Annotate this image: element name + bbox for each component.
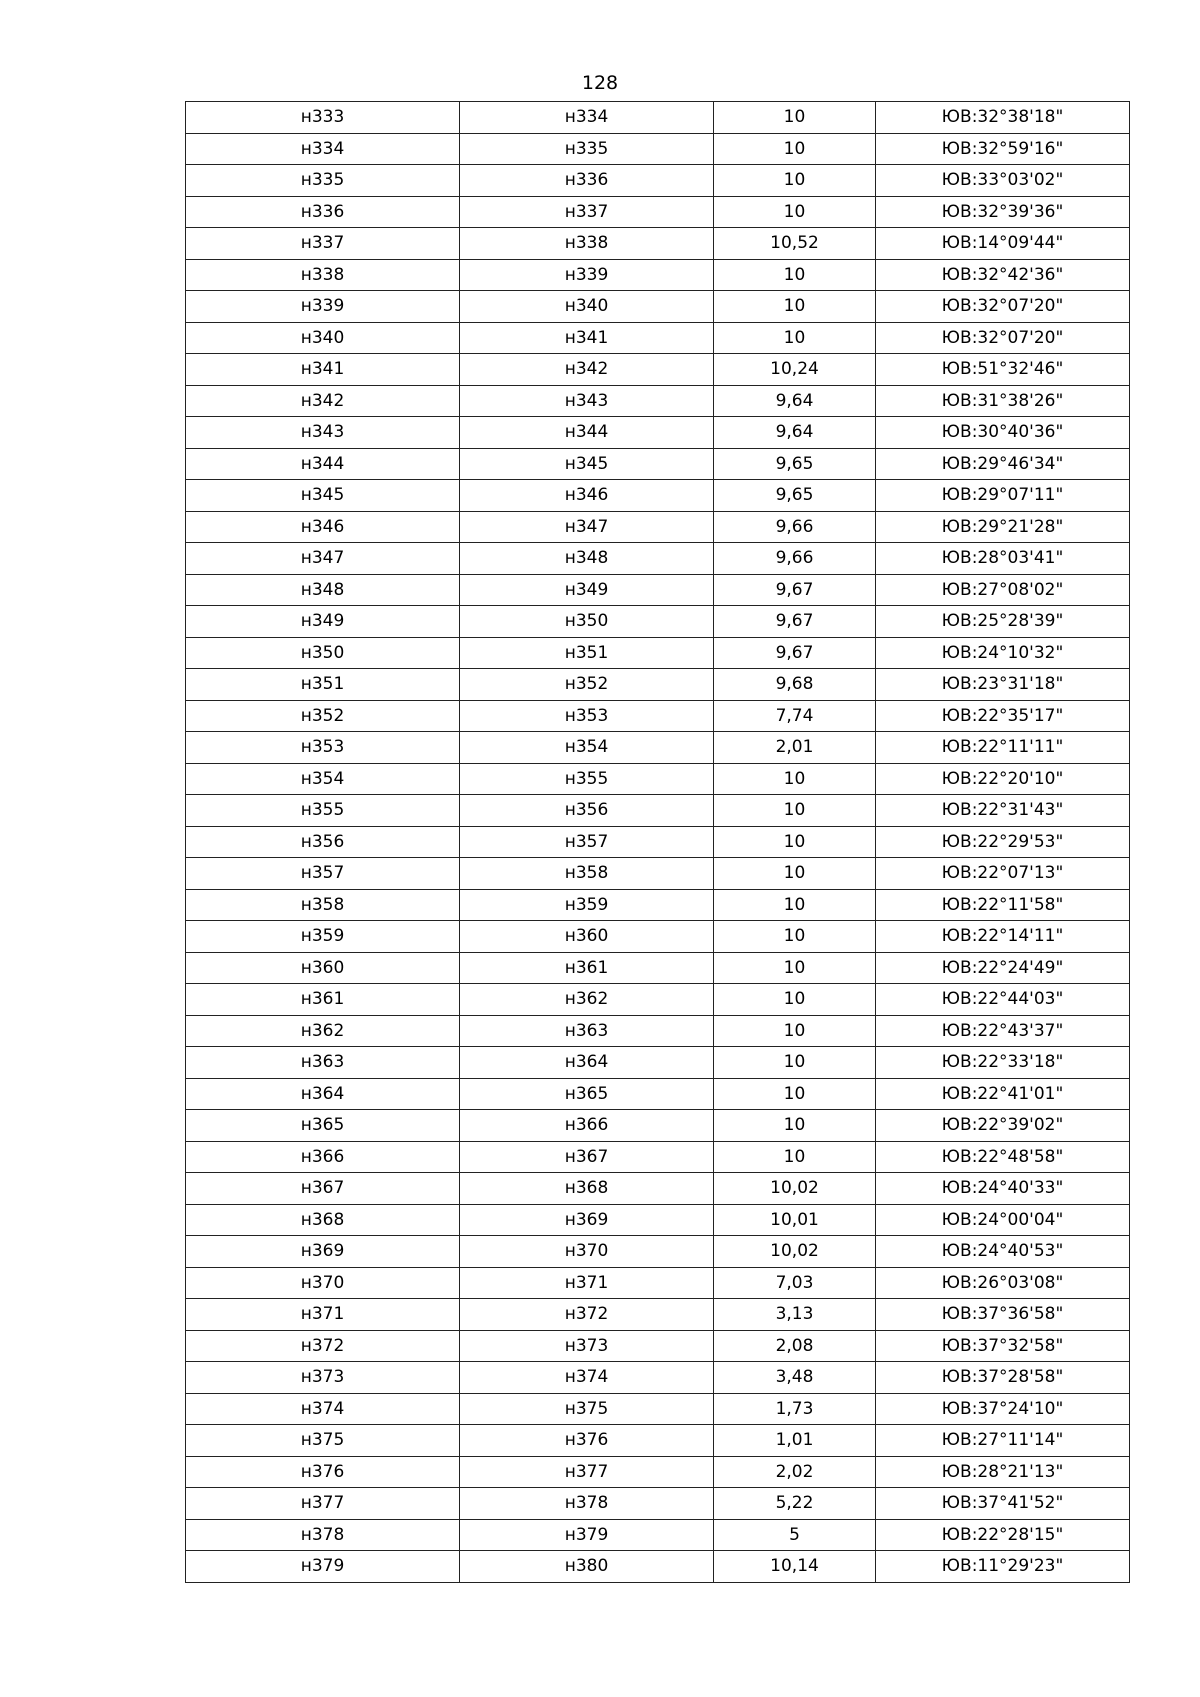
to-point-cell: н376: [460, 1425, 714, 1457]
bearing-cell: ЮВ:37°36'58": [876, 1299, 1130, 1331]
to-point-cell: н379: [460, 1519, 714, 1551]
bearing-cell: ЮВ:32°07'20": [876, 322, 1130, 354]
distance-cell: 10: [714, 291, 876, 323]
distance-cell: 2,02: [714, 1456, 876, 1488]
to-point-cell: н359: [460, 889, 714, 921]
to-point-cell: н337: [460, 196, 714, 228]
bearing-cell: ЮВ:31°38'26": [876, 385, 1130, 417]
distance-cell: 10: [714, 952, 876, 984]
table-row: [186, 795, 1130, 827]
table-row: [186, 1141, 1130, 1173]
bearing-cell: ЮВ:23°31'18": [876, 669, 1130, 701]
from-point-cell: н363: [186, 1047, 460, 1079]
distance-cell: 9,65: [714, 480, 876, 512]
bearing-cell: ЮВ:37°41'52": [876, 1488, 1130, 1520]
to-point-cell: н334: [460, 102, 714, 134]
from-point-cell: н351: [186, 669, 460, 701]
from-point-cell: н346: [186, 511, 460, 543]
table-row: [186, 291, 1130, 323]
to-point-cell: н347: [460, 511, 714, 543]
bearing-cell: ЮВ:28°03'41": [876, 543, 1130, 575]
table-row: [186, 606, 1130, 638]
bearing-cell: ЮВ:11°29'23": [876, 1551, 1130, 1583]
from-point-cell: н376: [186, 1456, 460, 1488]
from-point-cell: н349: [186, 606, 460, 638]
table-row: [186, 448, 1130, 480]
from-point-cell: н333: [186, 102, 460, 134]
table-row: [186, 921, 1130, 953]
from-point-cell: н334: [186, 133, 460, 165]
from-point-cell: н358: [186, 889, 460, 921]
bearing-cell: ЮВ:22°35'17": [876, 700, 1130, 732]
bearing-cell: ЮВ:32°59'16": [876, 133, 1130, 165]
bearing-cell: ЮВ:32°42'36": [876, 259, 1130, 291]
distance-cell: 5: [714, 1519, 876, 1551]
distance-cell: 9,67: [714, 637, 876, 669]
bearing-cell: ЮВ:22°39'02": [876, 1110, 1130, 1142]
bearing-cell: ЮВ:24°00'04": [876, 1204, 1130, 1236]
from-point-cell: н365: [186, 1110, 460, 1142]
from-point-cell: н342: [186, 385, 460, 417]
to-point-cell: н336: [460, 165, 714, 197]
from-point-cell: н356: [186, 826, 460, 858]
page-number: 128: [581, 72, 619, 94]
bearing-cell: ЮВ:22°33'18": [876, 1047, 1130, 1079]
bearing-cell: ЮВ:27°11'14": [876, 1425, 1130, 1457]
bearing-cell: ЮВ:22°48'58": [876, 1141, 1130, 1173]
from-point-cell: н343: [186, 417, 460, 449]
bearing-cell: ЮВ:29°07'11": [876, 480, 1130, 512]
distance-cell: 10,14: [714, 1551, 876, 1583]
table-row: [186, 732, 1130, 764]
from-point-cell: н361: [186, 984, 460, 1016]
from-point-cell: н360: [186, 952, 460, 984]
from-point-cell: н347: [186, 543, 460, 575]
table-row: [186, 952, 1130, 984]
table-row: [186, 196, 1130, 228]
to-point-cell: н373: [460, 1330, 714, 1362]
bearing-cell: ЮВ:28°21'13": [876, 1456, 1130, 1488]
to-point-cell: н349: [460, 574, 714, 606]
bearing-cell: ЮВ:30°40'36": [876, 417, 1130, 449]
distance-cell: 10: [714, 795, 876, 827]
distance-cell: 10: [714, 763, 876, 795]
table-row: [186, 385, 1130, 417]
distance-cell: 1,01: [714, 1425, 876, 1457]
table-row: [186, 1110, 1130, 1142]
from-point-cell: н339: [186, 291, 460, 323]
distance-cell: 10,52: [714, 228, 876, 260]
to-point-cell: н355: [460, 763, 714, 795]
from-point-cell: н345: [186, 480, 460, 512]
table-row: [186, 417, 1130, 449]
from-point-cell: н359: [186, 921, 460, 953]
survey-table: [185, 101, 1130, 1583]
table-row: [186, 1330, 1130, 1362]
bearing-cell: ЮВ:32°07'20": [876, 291, 1130, 323]
bearing-cell: ЮВ:22°44'03": [876, 984, 1130, 1016]
distance-cell: 9,66: [714, 511, 876, 543]
to-point-cell: н339: [460, 259, 714, 291]
bearing-cell: ЮВ:33°03'02": [876, 165, 1130, 197]
to-point-cell: н370: [460, 1236, 714, 1268]
from-point-cell: н338: [186, 259, 460, 291]
from-point-cell: н354: [186, 763, 460, 795]
distance-cell: 9,67: [714, 574, 876, 606]
to-point-cell: н380: [460, 1551, 714, 1583]
distance-cell: 10,02: [714, 1173, 876, 1205]
from-point-cell: н373: [186, 1362, 460, 1394]
bearing-cell: ЮВ:22°28'15": [876, 1519, 1130, 1551]
table-row: [186, 1362, 1130, 1394]
to-point-cell: н364: [460, 1047, 714, 1079]
from-point-cell: н344: [186, 448, 460, 480]
bearing-cell: ЮВ:14°09'44": [876, 228, 1130, 260]
to-point-cell: н375: [460, 1393, 714, 1425]
table-row: [186, 858, 1130, 890]
bearing-cell: ЮВ:29°46'34": [876, 448, 1130, 480]
to-point-cell: н371: [460, 1267, 714, 1299]
from-point-cell: н353: [186, 732, 460, 764]
to-point-cell: н348: [460, 543, 714, 575]
table-row: [186, 984, 1130, 1016]
table-row: [186, 1299, 1130, 1331]
table-row: [186, 480, 1130, 512]
to-point-cell: н352: [460, 669, 714, 701]
distance-cell: 2,08: [714, 1330, 876, 1362]
distance-cell: 10: [714, 858, 876, 890]
distance-cell: 10: [714, 826, 876, 858]
bearing-cell: ЮВ:37°24'10": [876, 1393, 1130, 1425]
table-row: [186, 165, 1130, 197]
distance-cell: 9,65: [714, 448, 876, 480]
bearing-cell: ЮВ:32°38'18": [876, 102, 1130, 134]
from-point-cell: н335: [186, 165, 460, 197]
bearing-cell: ЮВ:37°32'58": [876, 1330, 1130, 1362]
to-point-cell: н365: [460, 1078, 714, 1110]
table-row: [186, 763, 1130, 795]
bearing-cell: ЮВ:32°39'36": [876, 196, 1130, 228]
table-row: [186, 1015, 1130, 1047]
bearing-cell: ЮВ:22°11'11": [876, 732, 1130, 764]
bearing-cell: ЮВ:25°28'39": [876, 606, 1130, 638]
bearing-cell: ЮВ:24°40'53": [876, 1236, 1130, 1268]
from-point-cell: н368: [186, 1204, 460, 1236]
from-point-cell: н375: [186, 1425, 460, 1457]
from-point-cell: н352: [186, 700, 460, 732]
table-row: [186, 102, 1130, 134]
table-row: [186, 1393, 1130, 1425]
table-row: [186, 511, 1130, 543]
table-row: [186, 1425, 1130, 1457]
distance-cell: 5,22: [714, 1488, 876, 1520]
table-row: [186, 1267, 1130, 1299]
table-row: [186, 574, 1130, 606]
to-point-cell: н377: [460, 1456, 714, 1488]
distance-cell: 2,01: [714, 732, 876, 764]
bearing-cell: ЮВ:22°29'53": [876, 826, 1130, 858]
distance-cell: 9,64: [714, 417, 876, 449]
table-row: [186, 133, 1130, 165]
from-point-cell: н348: [186, 574, 460, 606]
bearing-cell: ЮВ:24°40'33": [876, 1173, 1130, 1205]
to-point-cell: н342: [460, 354, 714, 386]
to-point-cell: н366: [460, 1110, 714, 1142]
to-point-cell: н378: [460, 1488, 714, 1520]
to-point-cell: н369: [460, 1204, 714, 1236]
table-row: [186, 1173, 1130, 1205]
bearing-cell: ЮВ:26°03'08": [876, 1267, 1130, 1299]
to-point-cell: н358: [460, 858, 714, 890]
from-point-cell: н370: [186, 1267, 460, 1299]
bearing-cell: ЮВ:27°08'02": [876, 574, 1130, 606]
to-point-cell: н340: [460, 291, 714, 323]
table-row: [186, 1236, 1130, 1268]
from-point-cell: н367: [186, 1173, 460, 1205]
distance-cell: 3,48: [714, 1362, 876, 1394]
distance-cell: 10: [714, 921, 876, 953]
table-row: [186, 1047, 1130, 1079]
table-row: [186, 669, 1130, 701]
to-point-cell: н345: [460, 448, 714, 480]
bearing-cell: ЮВ:22°41'01": [876, 1078, 1130, 1110]
from-point-cell: н364: [186, 1078, 460, 1110]
from-point-cell: н350: [186, 637, 460, 669]
table-row: [186, 1456, 1130, 1488]
to-point-cell: н353: [460, 700, 714, 732]
distance-cell: 10: [714, 1047, 876, 1079]
to-point-cell: н351: [460, 637, 714, 669]
table-row: [186, 1551, 1130, 1583]
bearing-cell: ЮВ:24°10'32": [876, 637, 1130, 669]
distance-cell: 10: [714, 984, 876, 1016]
distance-cell: 3,13: [714, 1299, 876, 1331]
distance-cell: 10,02: [714, 1236, 876, 1268]
from-point-cell: н374: [186, 1393, 460, 1425]
to-point-cell: н338: [460, 228, 714, 260]
from-point-cell: н336: [186, 196, 460, 228]
distance-cell: 10: [714, 102, 876, 134]
from-point-cell: н371: [186, 1299, 460, 1331]
to-point-cell: н357: [460, 826, 714, 858]
bearing-cell: ЮВ:22°31'43": [876, 795, 1130, 827]
to-point-cell: н346: [460, 480, 714, 512]
from-point-cell: н377: [186, 1488, 460, 1520]
distance-cell: 7,74: [714, 700, 876, 732]
bearing-cell: ЮВ:22°43'37": [876, 1015, 1130, 1047]
to-point-cell: н341: [460, 322, 714, 354]
to-point-cell: н362: [460, 984, 714, 1016]
to-point-cell: н356: [460, 795, 714, 827]
from-point-cell: н369: [186, 1236, 460, 1268]
table-row: [186, 322, 1130, 354]
to-point-cell: н360: [460, 921, 714, 953]
distance-cell: 9,66: [714, 543, 876, 575]
table-row: [186, 1488, 1130, 1520]
bearing-cell: ЮВ:37°28'58": [876, 1362, 1130, 1394]
table-row: [186, 637, 1130, 669]
from-point-cell: н337: [186, 228, 460, 260]
from-point-cell: н366: [186, 1141, 460, 1173]
distance-cell: 10: [714, 165, 876, 197]
to-point-cell: н368: [460, 1173, 714, 1205]
from-point-cell: н357: [186, 858, 460, 890]
to-point-cell: н367: [460, 1141, 714, 1173]
from-point-cell: н362: [186, 1015, 460, 1047]
distance-cell: 9,64: [714, 385, 876, 417]
from-point-cell: н355: [186, 795, 460, 827]
distance-cell: 1,73: [714, 1393, 876, 1425]
table-row: [186, 1519, 1130, 1551]
bearing-cell: ЮВ:22°24'49": [876, 952, 1130, 984]
table-row: [186, 1204, 1130, 1236]
bearing-cell: ЮВ:22°20'10": [876, 763, 1130, 795]
distance-cell: 10: [714, 1078, 876, 1110]
distance-cell: 10: [714, 259, 876, 291]
distance-cell: 10: [714, 1015, 876, 1047]
survey-table-body: [186, 102, 1130, 1583]
to-point-cell: н335: [460, 133, 714, 165]
from-point-cell: н372: [186, 1330, 460, 1362]
table-row: [186, 543, 1130, 575]
from-point-cell: н340: [186, 322, 460, 354]
distance-cell: 9,67: [714, 606, 876, 638]
distance-cell: 10,01: [714, 1204, 876, 1236]
bearing-cell: ЮВ:22°07'13": [876, 858, 1130, 890]
distance-cell: 10,24: [714, 354, 876, 386]
bearing-cell: ЮВ:22°11'58": [876, 889, 1130, 921]
to-point-cell: н372: [460, 1299, 714, 1331]
to-point-cell: н350: [460, 606, 714, 638]
bearing-cell: ЮВ:22°14'11": [876, 921, 1130, 953]
distance-cell: 10: [714, 322, 876, 354]
from-point-cell: н341: [186, 354, 460, 386]
table-row: [186, 228, 1130, 260]
to-point-cell: н363: [460, 1015, 714, 1047]
distance-cell: 10: [714, 133, 876, 165]
distance-cell: 9,68: [714, 669, 876, 701]
table-row: [186, 354, 1130, 386]
distance-cell: 10: [714, 1110, 876, 1142]
table-row: [186, 826, 1130, 858]
to-point-cell: н361: [460, 952, 714, 984]
to-point-cell: н343: [460, 385, 714, 417]
distance-cell: 10: [714, 196, 876, 228]
to-point-cell: н354: [460, 732, 714, 764]
distance-cell: 10: [714, 889, 876, 921]
bearing-cell: ЮВ:29°21'28": [876, 511, 1130, 543]
from-point-cell: н379: [186, 1551, 460, 1583]
to-point-cell: н374: [460, 1362, 714, 1394]
distance-cell: 10: [714, 1141, 876, 1173]
to-point-cell: н344: [460, 417, 714, 449]
bearing-cell: ЮВ:51°32'46": [876, 354, 1130, 386]
table-row: [186, 889, 1130, 921]
table-row: [186, 1078, 1130, 1110]
table-row: [186, 259, 1130, 291]
distance-cell: 7,03: [714, 1267, 876, 1299]
table-row: [186, 700, 1130, 732]
from-point-cell: н378: [186, 1519, 460, 1551]
